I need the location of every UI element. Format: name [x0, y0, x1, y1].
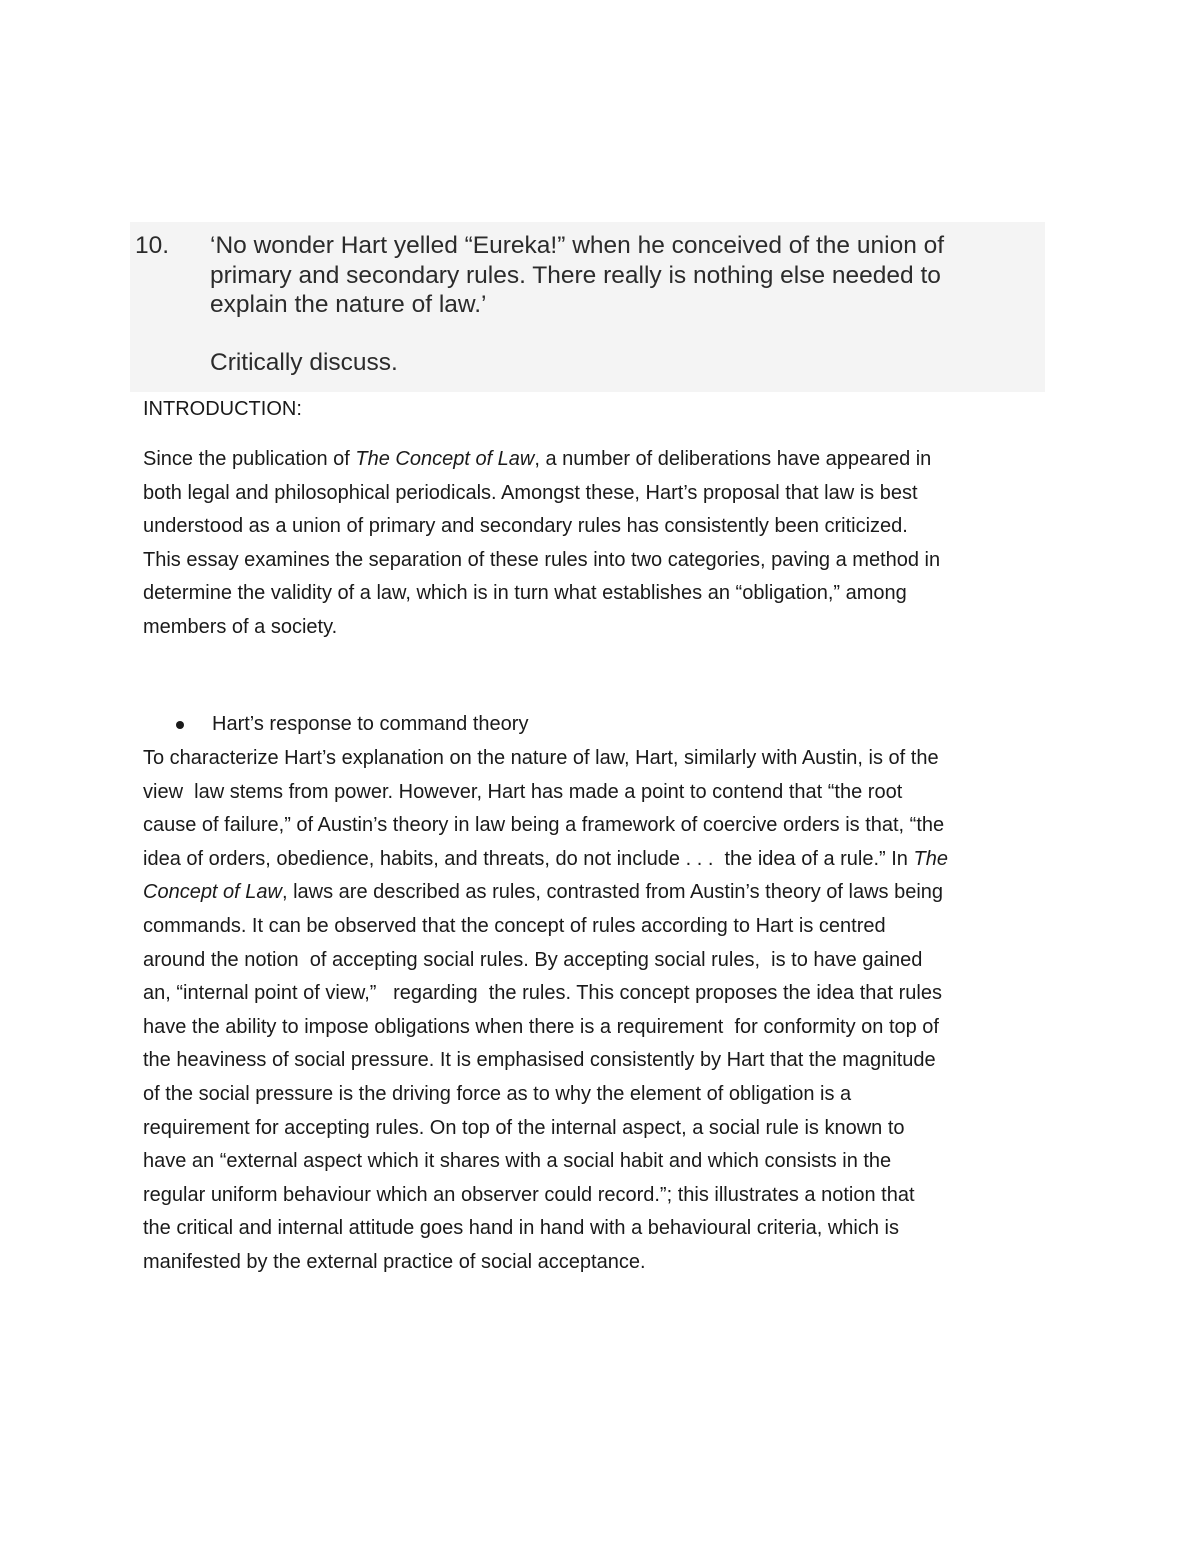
text-segment: idea of orders, obedience, habits, and threats, do not include . . . the idea of a rule.” In — [143, 847, 914, 870]
paragraph-line: members of a society. — [143, 615, 338, 638]
paragraph-line: determine the validity of a law, which is in turn what establishes an “obligation,” among — [143, 582, 907, 605]
paragraph-line: of the social pressure is the driving force as to why the element of obligation is a — [143, 1082, 852, 1105]
paragraph-line — [143, 443, 940, 477]
book-title-italic: The — [913, 847, 948, 870]
paragraph-line — [143, 876, 948, 910]
paragraph-line: cause of failure,” of Austin’s theory in law being a framework of coercive orders is that, “the — [143, 814, 945, 837]
paragraph-line: the heaviness of social pressure. It is emphasised consistently by Hart that the magnitude — [143, 1049, 936, 1072]
question-line: primary and secondary rules. There really is nothing else needed to — [210, 261, 941, 289]
question-line: explain the nature of law.’ — [210, 291, 487, 318]
question-block — [130, 222, 1045, 392]
paragraph-line — [143, 843, 948, 877]
text-segment: Since the publication of — [143, 448, 356, 470]
introduction-paragraph — [143, 443, 940, 645]
paragraph-line: To characterize Hart’s explanation on the nature of law, Hart, similarly with Austin, is of the — [143, 747, 939, 769]
paragraph-line: both legal and philosophical periodicals. Amongst these, Hart’s proposal that law is best — [143, 481, 918, 504]
section-paragraph — [143, 742, 948, 1280]
paragraph-line: This essay examines the separation of these rules into two categories, paving a method in — [143, 548, 941, 571]
book-title-italic: The Concept of Law — [355, 448, 535, 470]
bullet-list-item — [143, 708, 1043, 742]
paragraph-line: understood as a union of primary and secondary rules has consistently been criticized. — [143, 515, 908, 538]
question-text — [210, 231, 944, 320]
question-instruction: Critically discuss. — [210, 349, 398, 376]
section-heading: Hart’s response to command theory — [212, 713, 529, 735]
paragraph-line: have the ability to impose obligations when there is a requirement for conformity on top of — [143, 1015, 939, 1038]
paragraph-line: around the notion of accepting social rules. By accepting social rules, is to have gained — [143, 948, 923, 971]
bullet-icon — [176, 721, 184, 729]
paragraph-line: view law stems from power. However, Hart has made a point to contend that “the root — [143, 780, 903, 803]
paragraph-line: an, “internal point of view,” regarding the rules. This concept proposes the idea that rules — [143, 982, 942, 1005]
paragraph-line: have an “external aspect which it shares with a social habit and which consists in the — [143, 1150, 892, 1173]
paragraph-line: the critical and internal attitude goes hand in hand with a behavioural criteria, which is — [143, 1217, 899, 1240]
question-number: 10. — [135, 232, 170, 259]
introduction-heading: INTRODUCTION: — [143, 398, 302, 420]
text-segment: , a number of deliberations have appeared in — [534, 448, 932, 470]
text-segment: , laws are described as rules, contrasted from Austin’s theory of laws being — [281, 881, 944, 904]
paragraph-line: manifested by the external practice of social acceptance. — [143, 1250, 646, 1273]
paragraph-line: commands. It can be observed that the concept of rules according to Hart is centred — [143, 914, 886, 937]
book-title-italic: Concept of Law — [143, 881, 282, 904]
paragraph-line: regular uniform behaviour which an observer could record.”; this illustrates a notion that — [143, 1183, 915, 1206]
paragraph-line: requirement for accepting rules. On top of the internal aspect, a social rule is known to — [143, 1116, 905, 1139]
question-line: ‘No wonder Hart yelled “Eureka!” when he conceived of the union of — [210, 232, 945, 259]
